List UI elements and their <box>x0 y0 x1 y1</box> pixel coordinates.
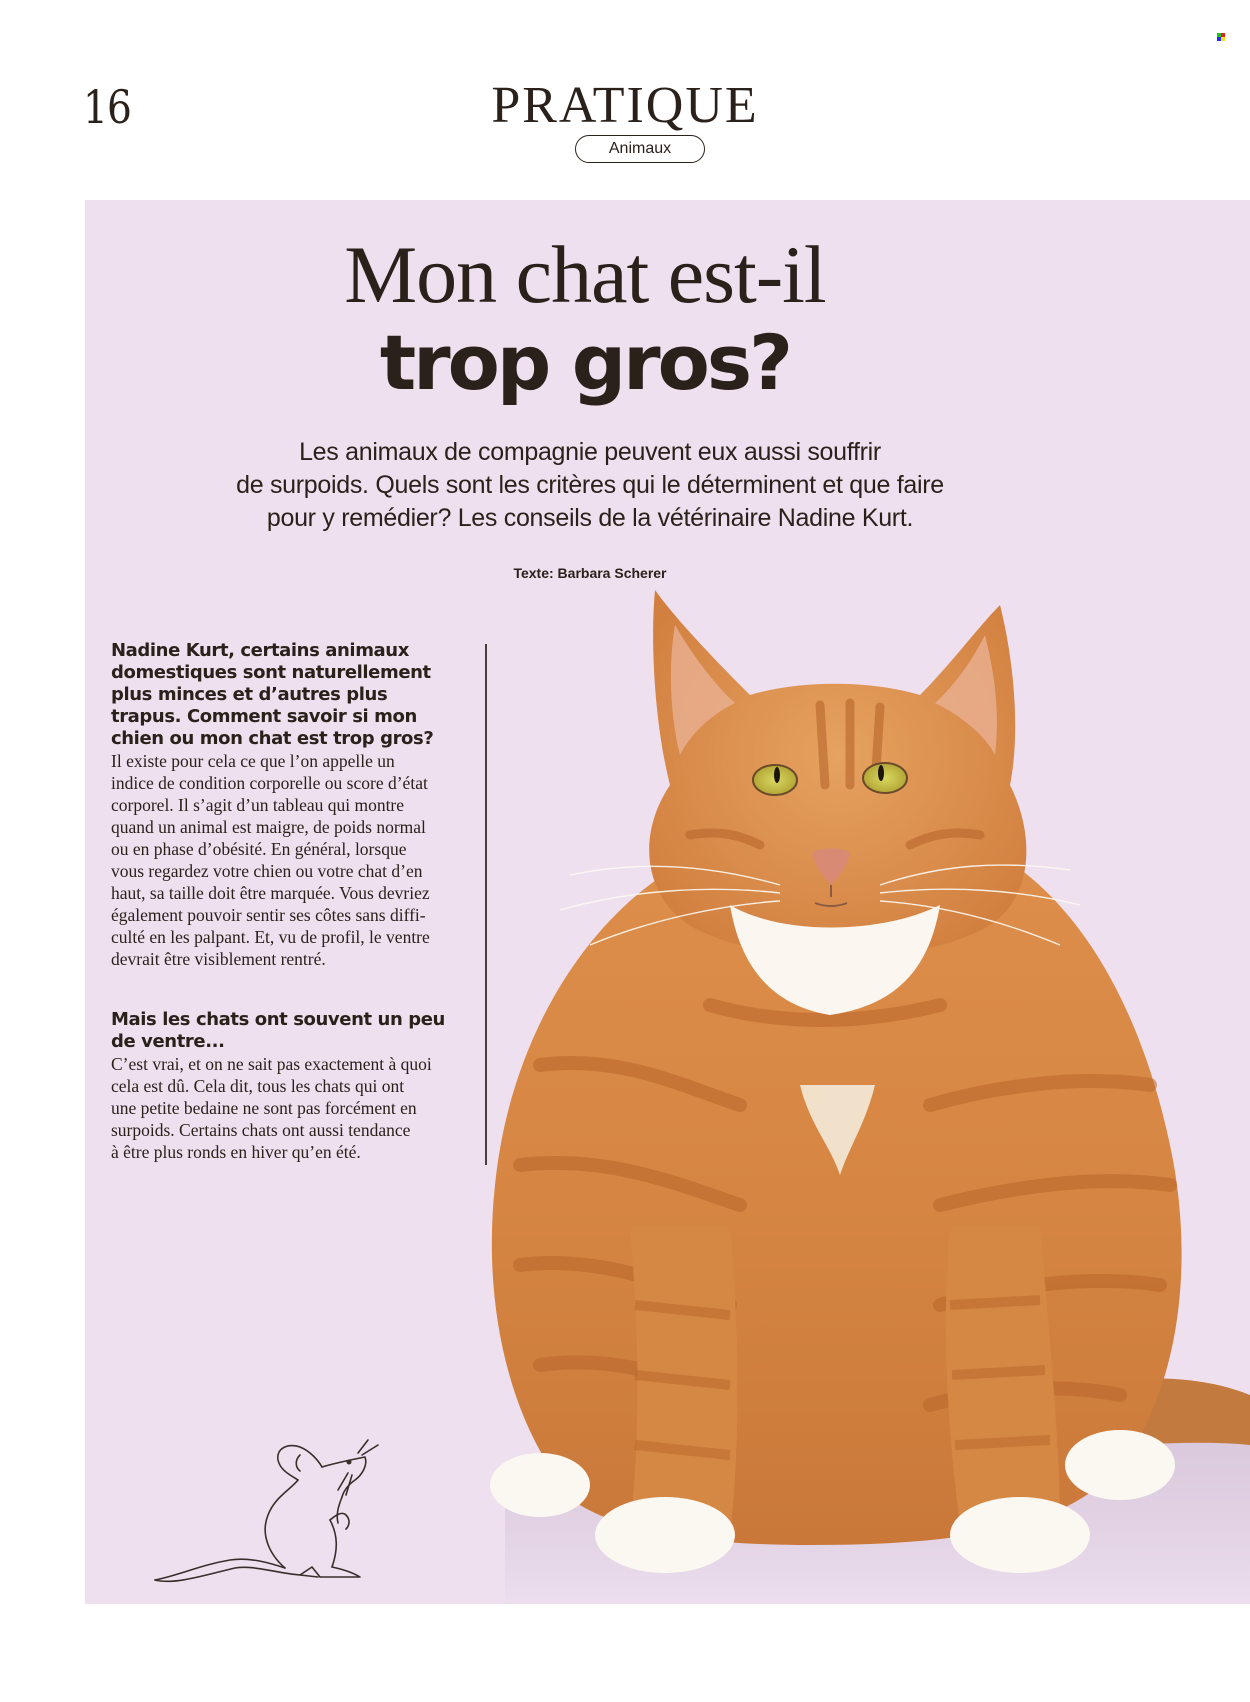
answer-line: ou en phase d’obésité. En général, lorsque <box>111 839 407 859</box>
answer-line: également pouvoir sentir ses côtes sans diffi- <box>111 905 426 925</box>
answer-line: Il existe pour cela ce que l’on appelle un <box>111 751 395 771</box>
answer-1 <box>111 750 481 970</box>
question-line: Nadine Kurt, certains animaux <box>111 640 409 661</box>
answer-line: cela est dû. Cela dit, tous les chats qui ont <box>111 1076 405 1096</box>
registration-marks-icon <box>1217 33 1225 41</box>
question-1 <box>111 640 481 750</box>
answer-line: corporel. Il s’agit d’un tableau qui montre <box>111 795 405 815</box>
lead-line: de surpoids. Quels sont les critères qui le déterminent et que faire <box>236 471 944 499</box>
answer-line: une petite bedaine ne sont pas forcément en <box>111 1098 417 1118</box>
headline-line-2: trop gros? <box>379 318 791 407</box>
answer-line: surpoids. Certains chats ont aussi tendance <box>111 1120 411 1140</box>
question-line: chien ou mon chat est trop gros? <box>111 728 434 749</box>
byline: Texte: Barbara Scherer <box>513 565 667 581</box>
question-line: trapus. Comment savoir si mon <box>111 706 417 727</box>
mouse-illustration-icon <box>150 1435 390 1585</box>
article-body <box>111 640 481 1163</box>
answer-line: quand un animal est maigre, de poids normal <box>111 817 426 837</box>
ginger-cat-photo <box>480 585 1250 1585</box>
answer-line: vous regardez votre chien ou votre chat d’en <box>111 861 423 881</box>
answer-line: culté en les palpant. Et, vu de profil, le ventre <box>111 927 430 947</box>
answer-line: C’est vrai, et on ne sait pas exactement à quoi <box>111 1054 432 1074</box>
answer-line: devrait être visiblement rentré. <box>111 949 326 969</box>
category-tag: Animaux <box>575 135 705 163</box>
question-line: de ventre... <box>111 1031 225 1052</box>
article-lead <box>160 436 1020 535</box>
headline-line-1: Mon chat est-il <box>344 229 826 320</box>
question-line: plus minces et d’autres plus <box>111 684 388 705</box>
answer-line: indice de condition corporelle ou score d’état <box>111 773 428 793</box>
question-line: domestiques sont naturellement <box>111 662 431 683</box>
lead-line: Les animaux de compagnie peuvent eux aussi souffrir <box>299 438 881 466</box>
section-title: PRATIQUE <box>491 77 759 134</box>
lead-line: pour y remédier? Les conseils de la vétérinaire Nadine Kurt. <box>266 504 914 532</box>
answer-2 <box>111 1053 481 1163</box>
question-line: Mais les chats ont souvent un peu <box>111 1009 445 1030</box>
question-2 <box>111 1009 481 1053</box>
answer-line: haut, sa taille doit être marquée. Vous devriez <box>111 883 430 903</box>
page-number: 16 <box>83 80 132 134</box>
mouse-eye <box>347 1460 352 1465</box>
answer-line: à être plus ronds en hiver qu’en été. <box>111 1142 361 1162</box>
